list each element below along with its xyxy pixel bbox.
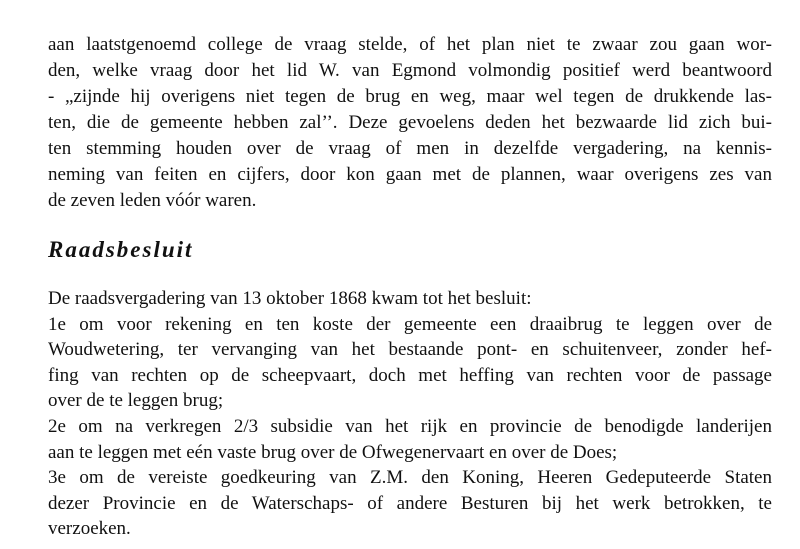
text-line: den, welke vraag door het lid W. van Egmond volmondig positief werd beantwoord <box>48 60 772 81</box>
text-line: - „zijnde hij overigens niet tegen de brug en weg, maar wel tegen de drukkende las- <box>48 86 772 107</box>
text-line: Woudwetering, ter vervanging van het bestaande pont- en schuitenveer, zonder hef- <box>48 339 772 361</box>
text-line: aan te leggen met eén vaste brug over de Ofwegenervaart en over de Does; <box>48 441 618 463</box>
text-line: dezer Provincie en de Waterschaps- of andere Besturen bij het werk betrokken, te <box>48 492 772 514</box>
text-line: de zeven leden vóór waren. <box>48 190 257 211</box>
text-line: neming van feiten en cijfers, door kon gaan met de plannen, waar overigens zes van <box>48 164 772 185</box>
section-heading: Raadsbesluit <box>48 237 194 262</box>
text-line: fing van rechten op de scheepvaart, doch met heffing van rechten voor de passage <box>48 364 772 386</box>
document-page <box>48 32 772 542</box>
text-line: ten stemming houden over de vraag of men in dezelfde vergadering, na kennis- <box>48 138 772 159</box>
text-line: aan laatstgenoemd college de vraag stelde, of het plan niet te zwaar zou gaan wor- <box>48 34 772 55</box>
paragraph-decision <box>48 286 772 542</box>
text-line: 3e om de vereiste goedkeuring van Z.M. den Koning, Heeren Gedeputeerde Staten <box>48 467 772 489</box>
text-line: verzoeken. <box>48 518 131 540</box>
text-line: De raadsvergadering van 13 oktober 1868 kwam tot het besluit: <box>48 288 532 309</box>
paragraph-intro <box>48 32 772 214</box>
text-line: 1e om voor rekening en ten koste der gemeente een draaibrug te leggen over de <box>48 313 772 335</box>
text-line: ten, die de gemeente hebben zal’’. Deze gevoelens deden het bezwaarde lid zich bui- <box>48 112 772 133</box>
text-line: over de te leggen brug; <box>48 390 224 412</box>
text-line: 2e om na verkregen 2/3 subsidie van het rijk en provincie de benodigde landerijen <box>48 415 772 437</box>
